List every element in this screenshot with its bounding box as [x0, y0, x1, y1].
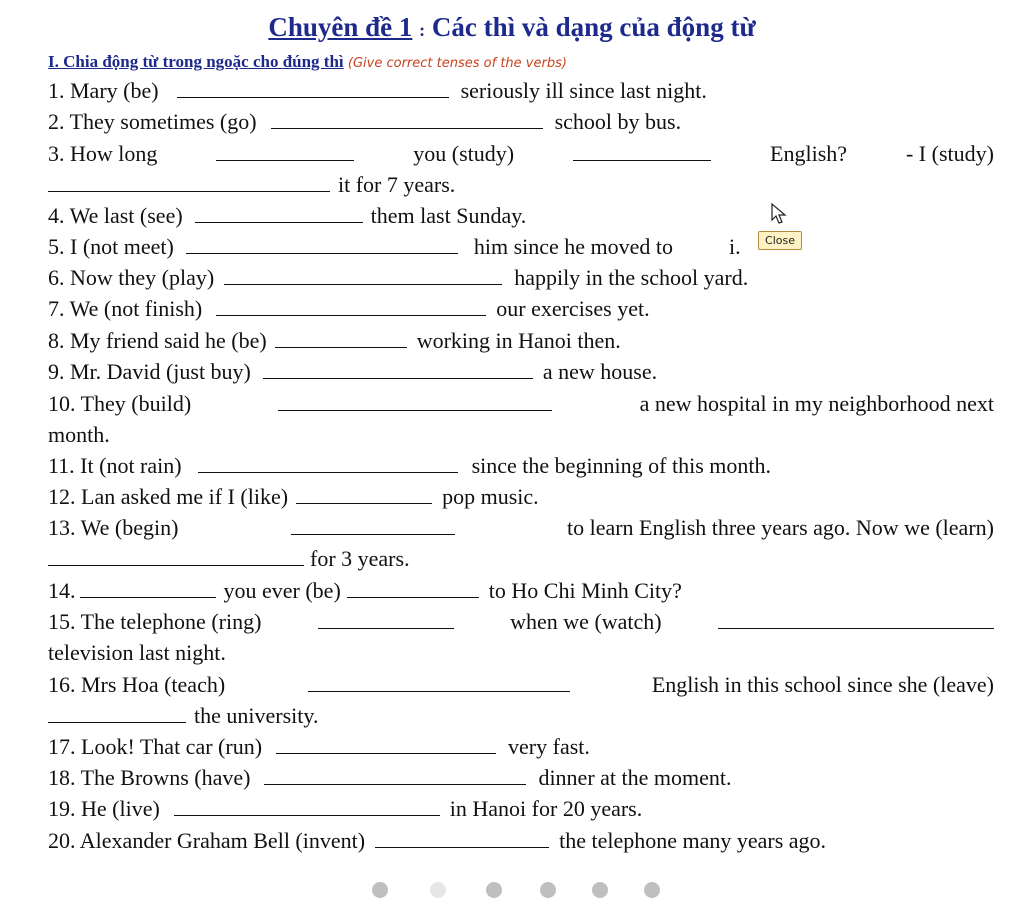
- answer-blank[interactable]: [375, 829, 549, 848]
- answer-blank[interactable]: [195, 204, 363, 223]
- q14-prompt: 14.: [48, 578, 76, 603]
- answer-blank[interactable]: [48, 547, 304, 566]
- progress-dot[interactable]: [644, 882, 660, 898]
- q15-part-b: when we (watch): [510, 609, 662, 634]
- answer-blank[interactable]: [347, 579, 479, 598]
- q19-rest: in Hanoi for 20 years.: [449, 796, 643, 821]
- q19-prompt: 19. He (live): [48, 796, 160, 821]
- q10-rest: a new hospital in my neighborhood next: [639, 391, 994, 416]
- answer-blank[interactable]: [177, 79, 449, 98]
- q15-prompt: 15. The telephone (ring): [48, 609, 262, 634]
- mouse-pointer-icon: [770, 202, 790, 226]
- answer-blank[interactable]: [80, 579, 216, 598]
- q3-prompt: 3. How long: [48, 141, 158, 166]
- question-2: [48, 109, 994, 139]
- question-1: [48, 78, 994, 108]
- question-16-continued: [48, 703, 994, 733]
- question-13-continued: [48, 546, 994, 576]
- question-17: [48, 734, 994, 764]
- title-topic: Chuyên đề 1: [268, 12, 413, 42]
- page-title: [0, 12, 1024, 43]
- answer-blank[interactable]: [224, 266, 502, 285]
- q12-rest: pop music.: [442, 484, 539, 509]
- q4-prompt: 4. We last (see): [48, 203, 183, 228]
- q3-part-d: - I (study): [905, 141, 994, 166]
- q20-rest: the telephone many years ago.: [559, 828, 827, 853]
- q1-rest: seriously ill since last night.: [460, 78, 707, 103]
- answer-blank[interactable]: [216, 142, 354, 161]
- q8-rest: working in Hanoi then.: [416, 328, 621, 353]
- q5-prompt: 5. I (not meet): [48, 234, 174, 259]
- question-10-continued: [48, 422, 994, 452]
- question-16: [48, 672, 994, 702]
- q15-tail: television last night.: [48, 640, 226, 665]
- q3-part-c: English?: [770, 141, 848, 166]
- answer-blank[interactable]: [174, 797, 440, 816]
- answer-blank[interactable]: [48, 704, 186, 723]
- q11-prompt: 11. It (not rain): [48, 453, 182, 478]
- progress-dot[interactable]: [430, 882, 446, 898]
- answer-blank[interactable]: [275, 329, 407, 348]
- question-7: [48, 296, 994, 326]
- q13-prompt: 13. We (begin): [48, 515, 179, 540]
- q3-part-e: it for 7 years.: [338, 172, 456, 197]
- answer-blank[interactable]: [198, 454, 458, 473]
- question-3: [48, 141, 994, 171]
- title-subject: Các thì và dạng của động từ: [431, 12, 756, 42]
- question-15-continued: [48, 640, 994, 670]
- answer-blank[interactable]: [216, 297, 486, 316]
- q2-rest: school by bus.: [554, 109, 682, 134]
- question-5: [48, 234, 994, 264]
- q14-part-c: to Ho Chi Minh City?: [488, 578, 682, 603]
- answer-blank[interactable]: [573, 142, 711, 161]
- question-4: [48, 203, 994, 233]
- q6-rest: happily in the school yard.: [514, 265, 749, 290]
- question-12: [48, 484, 994, 514]
- answer-blank[interactable]: [276, 735, 496, 754]
- section-subtitle: (Give correct tenses of the verbs): [347, 56, 567, 71]
- q12-prompt: 12. Lan asked me if I (like): [48, 484, 289, 509]
- answer-blank[interactable]: [264, 766, 526, 785]
- progress-dot[interactable]: [486, 882, 502, 898]
- q20-prompt: 20. Alexander Graham Bell (invent): [48, 828, 366, 853]
- q2-prompt: 2. They sometimes (go): [48, 109, 257, 134]
- answer-blank[interactable]: [291, 516, 455, 535]
- answer-blank[interactable]: [308, 673, 570, 692]
- q5-tail: i.: [729, 234, 741, 259]
- q6-prompt: 6. Now they (play): [48, 265, 215, 290]
- q5-rest: him since he moved to: [473, 234, 674, 259]
- q9-rest: a new house.: [542, 359, 658, 384]
- q17-prompt: 17. Look! That car (run): [48, 734, 263, 759]
- q10-tail: month.: [48, 422, 110, 447]
- question-18: [48, 765, 994, 795]
- question-13: [48, 515, 994, 545]
- q3-part-b: you (study): [413, 141, 515, 166]
- question-10: [48, 391, 994, 421]
- q16-tail: the university.: [194, 703, 319, 728]
- answer-blank[interactable]: [186, 235, 458, 254]
- q1-prompt: 1. Mary (be): [48, 78, 159, 103]
- close-button[interactable]: Close: [758, 231, 802, 250]
- question-15: [48, 609, 994, 639]
- q9-prompt: 9. Mr. David (just buy): [48, 359, 251, 384]
- slide-progress-dots: [360, 878, 680, 898]
- answer-blank[interactable]: [271, 110, 543, 129]
- q16-rest: English in this school since she (leave): [651, 672, 994, 697]
- question-19: [48, 796, 994, 826]
- progress-dot[interactable]: [592, 882, 608, 898]
- section-header: [48, 52, 567, 72]
- question-11: [48, 453, 994, 483]
- title-separator: :: [419, 20, 426, 40]
- question-3-continued: [48, 172, 994, 202]
- answer-blank[interactable]: [263, 360, 533, 379]
- q14-part-b: you ever (be): [223, 578, 341, 603]
- q18-prompt: 18. The Browns (have): [48, 765, 251, 790]
- question-8: [48, 328, 994, 358]
- q4-rest: them last Sunday.: [370, 203, 527, 228]
- q16-prompt: 16. Mrs Hoa (teach): [48, 672, 226, 697]
- progress-dot[interactable]: [372, 882, 388, 898]
- question-20: [48, 828, 994, 858]
- section-heading: I. Chia động từ trong ngoặc cho đúng thì: [48, 52, 344, 71]
- answer-blank[interactable]: [296, 485, 432, 504]
- q11-rest: since the beginning of this month.: [471, 453, 771, 478]
- question-9: [48, 359, 994, 389]
- answer-blank[interactable]: [48, 173, 330, 192]
- answer-blank[interactable]: [718, 610, 994, 629]
- q17-rest: very fast.: [508, 734, 590, 759]
- q7-rest: our exercises yet.: [496, 296, 650, 321]
- question-6: [48, 265, 994, 295]
- question-14: [48, 578, 994, 608]
- q10-prompt: 10. They (build): [48, 391, 192, 416]
- q18-rest: dinner at the moment.: [538, 765, 732, 790]
- progress-dot[interactable]: [540, 882, 556, 898]
- q8-prompt: 8. My friend said he (be): [48, 328, 267, 353]
- q13-tail: for 3 years.: [310, 546, 410, 571]
- q7-prompt: 7. We (not finish): [48, 296, 203, 321]
- answer-blank[interactable]: [278, 392, 552, 411]
- q13-rest: to learn English three years ago. Now we (learn): [566, 515, 994, 540]
- answer-blank[interactable]: [318, 610, 454, 629]
